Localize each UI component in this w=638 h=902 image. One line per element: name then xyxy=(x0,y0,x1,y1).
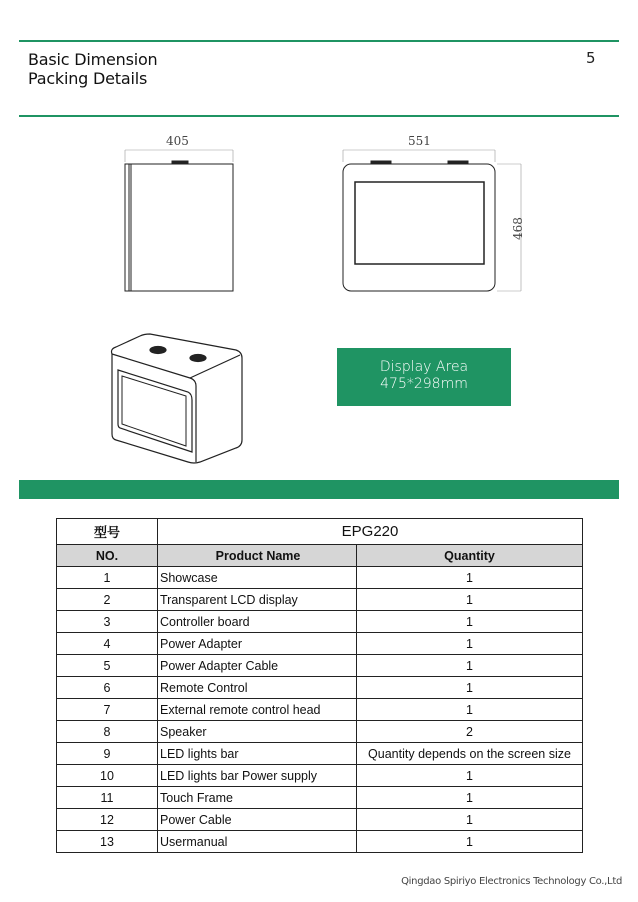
table-row xyxy=(57,567,583,589)
dim-front-height: 468 xyxy=(511,217,525,240)
page-number: 5 xyxy=(586,49,596,67)
row-quantity: 1 xyxy=(357,787,583,809)
row-quantity: 1 xyxy=(357,611,583,633)
row-product-name: Usermanual xyxy=(158,831,357,853)
row-product-name: Controller board xyxy=(158,611,357,633)
title-line-2: Packing Details xyxy=(28,69,148,88)
front-view xyxy=(343,150,521,291)
table-row xyxy=(57,677,583,699)
row-no: 12 xyxy=(57,809,158,831)
table-row xyxy=(57,611,583,633)
model-label: 型号 xyxy=(57,519,158,545)
row-quantity: 1 xyxy=(357,567,583,589)
row-quantity: 1 xyxy=(357,831,583,853)
row-quantity: 1 xyxy=(357,765,583,787)
display-area-box xyxy=(337,348,511,406)
row-quantity: 1 xyxy=(357,677,583,699)
row-no: 3 xyxy=(57,611,158,633)
row-quantity: 1 xyxy=(357,699,583,721)
row-no: 8 xyxy=(57,721,158,743)
row-no: 10 xyxy=(57,765,158,787)
row-no: 13 xyxy=(57,831,158,853)
row-no: 6 xyxy=(57,677,158,699)
footer-company: Qingdao Spiriyo Electronics Technology Co.,Ltd xyxy=(401,876,622,887)
display-area-size: 475*298mm xyxy=(380,376,468,392)
table-row xyxy=(57,699,583,721)
header-product-name: Product Name xyxy=(158,545,357,567)
table-row xyxy=(57,633,583,655)
row-quantity: 1 xyxy=(357,633,583,655)
table-row xyxy=(57,743,583,765)
table-row xyxy=(57,831,583,853)
model-row xyxy=(57,519,583,545)
row-no: 9 xyxy=(57,743,158,765)
row-product-name: LED lights bar Power supply xyxy=(158,765,357,787)
table-header-row xyxy=(57,545,583,567)
row-product-name: External remote control head xyxy=(158,699,357,721)
row-product-name: Touch Frame xyxy=(158,787,357,809)
row-no: 11 xyxy=(57,787,158,809)
row-quantity: 1 xyxy=(357,655,583,677)
row-quantity: 1 xyxy=(357,589,583,611)
table-row xyxy=(57,589,583,611)
dim-side-width: 405 xyxy=(166,134,189,148)
row-no: 2 xyxy=(57,589,158,611)
dim-front-width: 551 xyxy=(408,134,431,148)
title-line-1: Basic Dimension xyxy=(28,50,158,69)
row-product-name: Speaker xyxy=(158,721,357,743)
section-band xyxy=(19,480,619,499)
table-row xyxy=(57,787,583,809)
row-quantity: Quantity depends on the screen size xyxy=(357,743,583,765)
row-product-name: Power Adapter Cable xyxy=(158,655,357,677)
table-row xyxy=(57,809,583,831)
table-row xyxy=(57,655,583,677)
packing-table xyxy=(56,518,583,853)
row-no: 5 xyxy=(57,655,158,677)
table-row xyxy=(57,721,583,743)
model-value: EPG220 xyxy=(158,519,583,545)
row-product-name: Power Adapter xyxy=(158,633,357,655)
row-no: 1 xyxy=(57,567,158,589)
row-no: 7 xyxy=(57,699,158,721)
row-quantity: 1 xyxy=(357,809,583,831)
header-quantity: Quantity xyxy=(357,545,583,567)
row-no: 4 xyxy=(57,633,158,655)
table-row xyxy=(57,765,583,787)
row-product-name: Remote Control xyxy=(158,677,357,699)
row-quantity: 2 xyxy=(357,721,583,743)
row-product-name: Showcase xyxy=(158,567,357,589)
row-product-name: LED lights bar xyxy=(158,743,357,765)
isometric-view xyxy=(112,334,243,463)
display-area-label: Display Area xyxy=(379,359,469,375)
side-view xyxy=(125,150,233,291)
row-product-name: Transparent LCD display xyxy=(158,589,357,611)
header-no: NO. xyxy=(57,545,158,567)
row-product-name: Power Cable xyxy=(158,809,357,831)
